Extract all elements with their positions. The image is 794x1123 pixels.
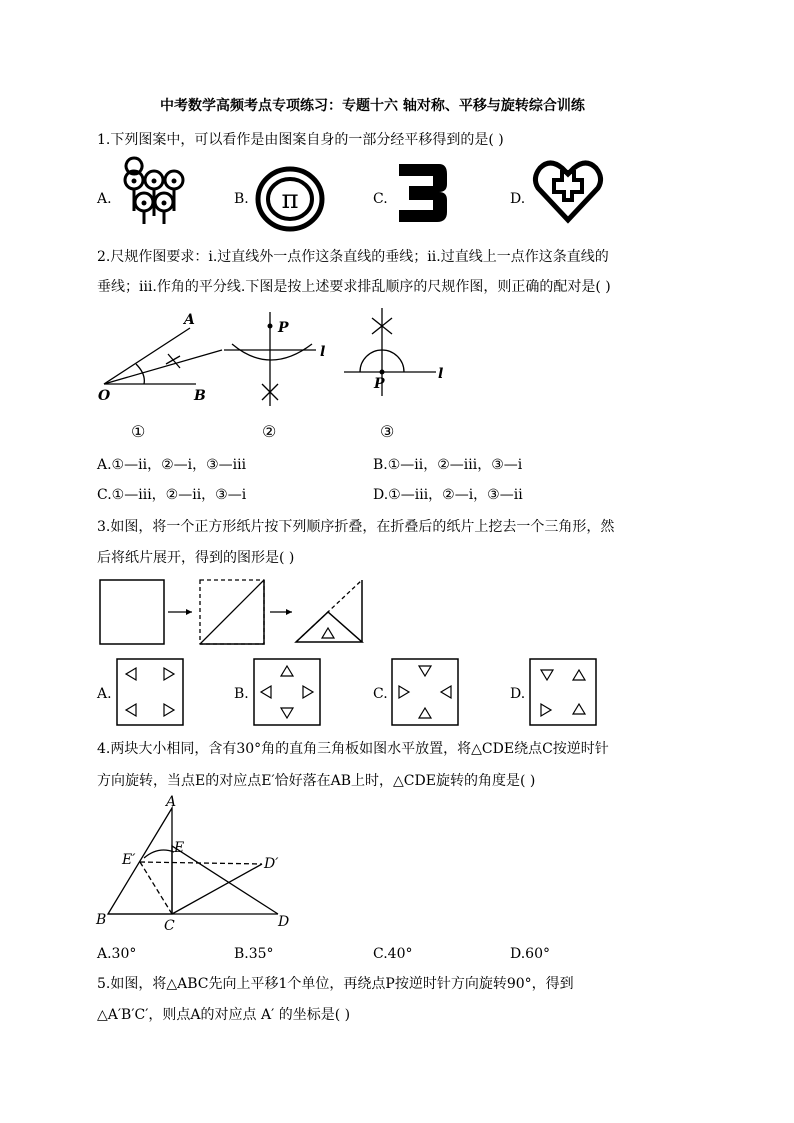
q1-figure-c (395, 160, 451, 224)
q2-option-b: B.①—ⅱ，②—ⅲ，③—ⅰ (373, 457, 523, 473)
q4-label-c: C (164, 918, 175, 934)
q4-label-d: D (278, 914, 290, 930)
q3-option-a-figure (116, 658, 184, 726)
q2-fig1-label-a: A (184, 312, 195, 328)
q2-option-c: C.①—ⅲ，②—ⅱ，③—ⅰ (97, 487, 247, 503)
q2-figure-1 (96, 310, 226, 410)
q3-option-c-figure (391, 658, 459, 726)
q3-option-b-label: B. (234, 686, 249, 702)
question-2-stem-line1: 2.尺规作图要求：ⅰ.过直线外一点作这条直线的垂线；ⅱ.过直线上一点作这条直线的 (97, 249, 609, 265)
q2-fig-number-2: ② (262, 422, 277, 441)
q1-option-c-label: C. (373, 191, 388, 207)
q1-figure-b (255, 166, 325, 232)
q2-fig-number-1: ① (131, 422, 146, 441)
q1-option-b-label: B. (234, 191, 249, 207)
q2-fig3-label-p: P (374, 376, 385, 392)
q2-option-a: A.①—ⅱ，②—ⅰ，③—ⅲ (97, 457, 247, 473)
q1-option-a-label: A. (97, 191, 112, 207)
q4-option-b: B.35° (234, 946, 274, 962)
q4-option-d: D.60° (510, 946, 550, 962)
question-5-stem-line1: 5.如图，将△ABC先向上平移1个单位，再绕点P按逆时针方向旋转90°，得到 (97, 976, 574, 992)
q4-label-e-prime: E′ (122, 852, 136, 868)
question-5-stem-line2: △A′B′C′，则点A的对应点 A′ 的坐标是( ) (97, 1007, 351, 1023)
q3-fold-sequence (98, 578, 368, 646)
q2-fig1-label-o: O (98, 388, 111, 404)
q4-option-c: C.40° (373, 946, 413, 962)
q3-option-b-figure (253, 658, 321, 726)
page-title: 中考数学高频考点专项练习：专题十六 轴对称、平移与旋转综合训练 (160, 98, 585, 114)
q3-option-a-label: A. (97, 686, 112, 702)
q4-label-d-prime: D′ (264, 856, 279, 872)
q2-fig2-label-p: P (278, 320, 289, 336)
question-4-stem-line1: 4.两块大小相同，含有30°角的直角三角板如图水平放置，将△CDE绕点C按逆时针 (97, 741, 609, 757)
q4-label-a: A (166, 794, 177, 810)
q2-figure-2 (222, 310, 332, 410)
q1-figure-d (532, 160, 604, 224)
q2-fig2-label-l: l (320, 344, 326, 360)
question-1-stem: 1.下列图案中，可以看作是由图案自身的一部分经平移得到的是( ) (97, 132, 504, 148)
q2-fig-number-3: ③ (380, 422, 395, 441)
q2-figure-3 (342, 306, 452, 406)
q4-figure (94, 796, 294, 936)
pi-symbol: π (281, 185, 299, 215)
q3-option-c-label: C. (373, 686, 388, 702)
q1-option-d-label: D. (510, 191, 526, 207)
question-3-stem-line2: 后将纸片展开，得到的图形是( ) (97, 550, 295, 566)
question-2-stem-line2: 垂线；ⅲ.作角的平分线.下图是按上述要求排乱顺序的尺规作图，则正确的配对是( ) (97, 279, 611, 295)
q2-option-d: D.①—ⅲ，②—ⅰ，③—ⅱ (373, 487, 523, 503)
q1-figure-a (124, 166, 188, 228)
q4-option-a: A.30° (97, 946, 137, 962)
question-4-stem-line2: 方向旋转，当点E的对应点E′恰好落在AB上时，△CDE旋转的角度是( ) (97, 773, 536, 789)
q4-label-b: B (96, 912, 107, 928)
q2-fig3-label-l: l (438, 366, 444, 382)
q4-label-e: E (174, 840, 185, 856)
q3-option-d-label: D. (510, 686, 526, 702)
q2-fig1-label-b: B (194, 388, 206, 404)
q3-option-d-figure (529, 658, 597, 726)
question-3-stem-line1: 3.如图，将一个正方形纸片按下列顺序折叠，在折叠后的纸片上挖去一个三角形，然 (97, 519, 615, 535)
